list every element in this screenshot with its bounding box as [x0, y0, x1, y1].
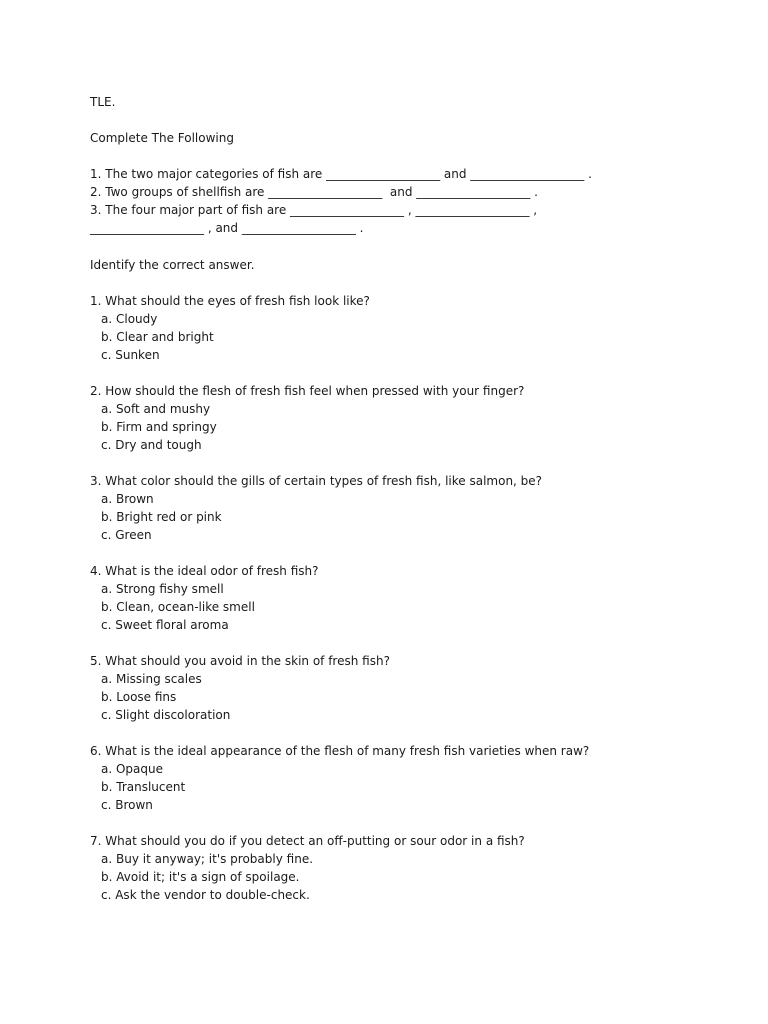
question-7: 7. What should you do if you detect an off-putting or sour odor in a fish?: [90, 834, 525, 848]
question-1-option-b: b. Clear and bright: [101, 330, 214, 344]
question-3-option-b: b. Bright red or pink: [101, 510, 222, 524]
question-3: 3. What color should the gills of certain types of fresh fish, like salmon, be?: [90, 474, 543, 488]
question-6-option-a: a. Opaque: [101, 762, 164, 776]
question-6-option-c: c. Brown: [101, 798, 153, 812]
page-title: TLE.: [90, 95, 116, 109]
question-4-option-a: a. Strong fishy smell: [101, 582, 224, 596]
section1-heading: Complete The Following: [90, 131, 234, 145]
fill-blank-item-2: 2. Two groups of shellfish are ___________________ and ___________________ .: [90, 185, 538, 199]
question-1-option-c: c. Sunken: [101, 348, 160, 362]
question-3-option-c: c. Green: [101, 528, 152, 542]
fill-blank-item-3-cont: ___________________ , and ___________________ .: [90, 221, 364, 235]
question-7-option-a: a. Buy it anyway; it's probably fine.: [101, 852, 314, 866]
question-2-option-a: a. Soft and mushy: [101, 402, 211, 416]
question-2-option-b: b. Firm and springy: [101, 420, 217, 434]
question-5-option-c: c. Slight discoloration: [101, 708, 231, 722]
question-6-option-b: b. Translucent: [101, 780, 186, 794]
question-5-option-a: a. Missing scales: [101, 672, 202, 686]
fill-blank-item-3: 3. The four major part of fish are ___________________ , ___________________ ,: [90, 203, 538, 217]
fill-blank-item-1: 1. The two major categories of fish are ___________________ and ___________________ .: [90, 167, 592, 181]
question-2: 2. How should the flesh of fresh fish feel when pressed with your finger?: [90, 384, 525, 398]
question-5: 5. What should you avoid in the skin of fresh fish?: [90, 654, 390, 668]
question-2-option-c: c. Dry and tough: [101, 438, 202, 452]
question-7-option-c: c. Ask the vendor to double-check.: [101, 888, 310, 902]
question-4-option-b: b. Clean, ocean-like smell: [101, 600, 255, 614]
section2-heading: Identify the correct answer.: [90, 258, 255, 272]
question-4: 4. What is the ideal odor of fresh fish?: [90, 564, 319, 578]
question-7-option-b: b. Avoid it; it's a sign of spoilage.: [101, 870, 300, 884]
question-1: 1. What should the eyes of fresh fish look like?: [90, 294, 370, 308]
question-3-option-a: a. Brown: [101, 492, 154, 506]
question-5-option-b: b. Loose fins: [101, 690, 177, 704]
question-6: 6. What is the ideal appearance of the flesh of many fresh fish varieties when raw?: [90, 744, 590, 758]
question-4-option-c: c. Sweet floral aroma: [101, 618, 229, 632]
question-1-option-a: a. Cloudy: [101, 312, 158, 326]
